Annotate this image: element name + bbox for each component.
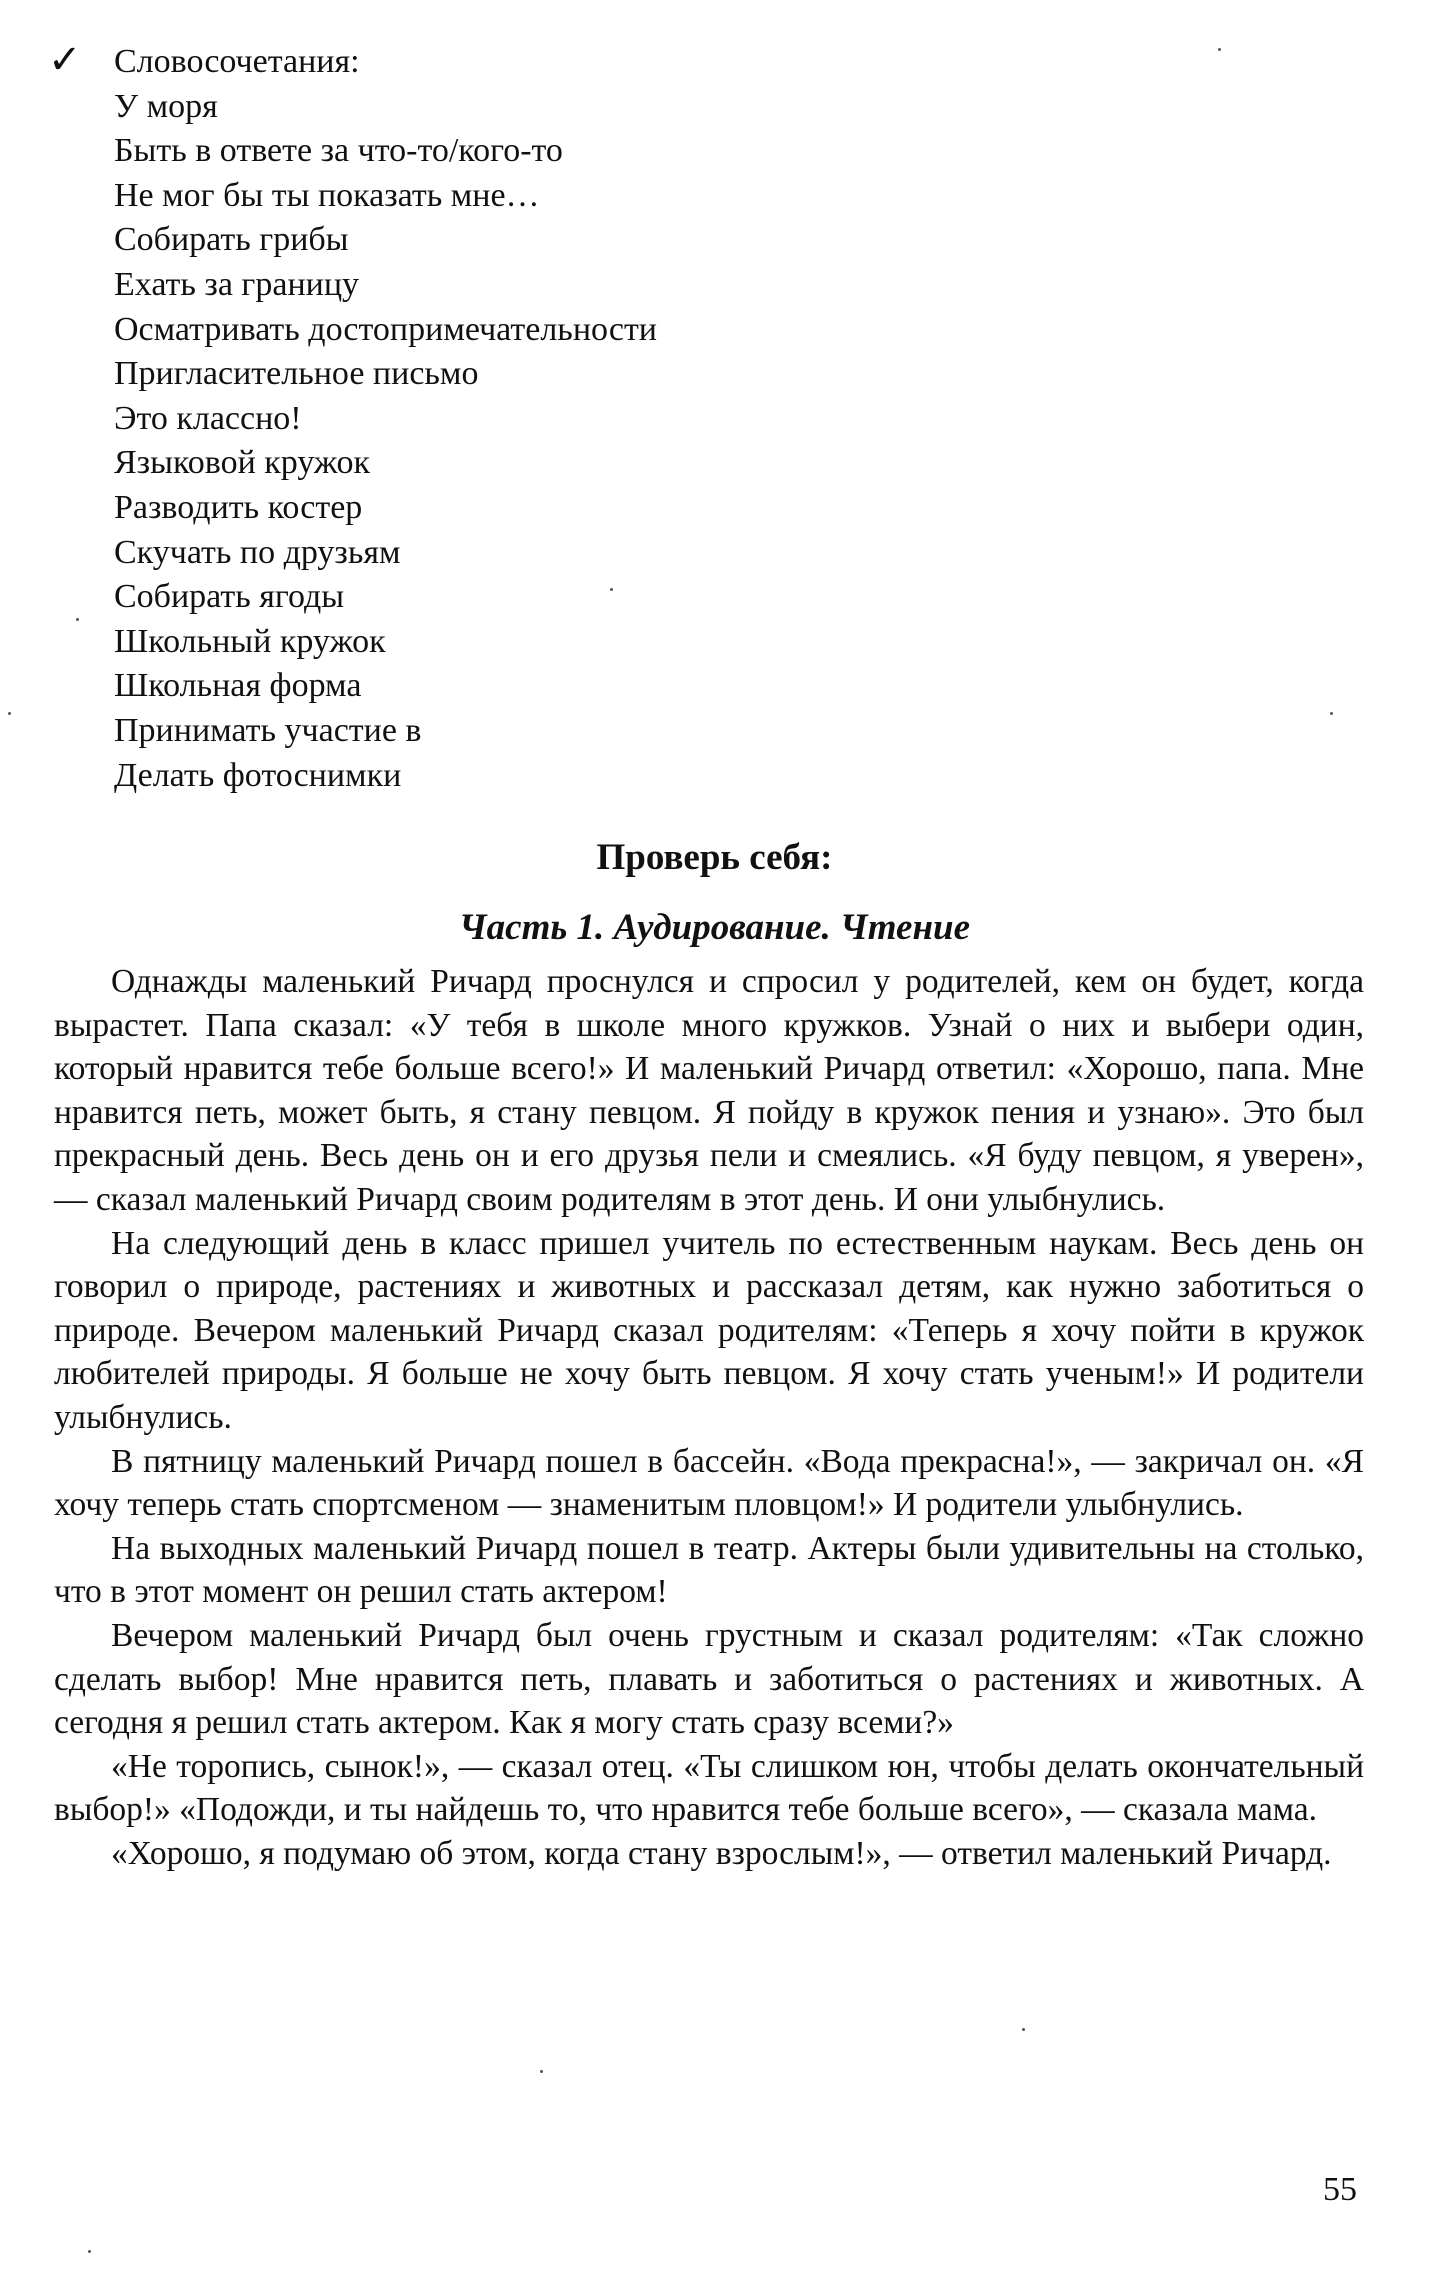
vocabulary-item: Осматривать достопримечательности [114, 310, 658, 348]
story-paragraph: «Не торопись, сынок!», — сказал отец. «Ты слишком юн, чтобы делать окончательный выбор!» «Подожди, и ты найдешь то, что нравится тебе больше всего», — сказала мама. [54, 1747, 1364, 1829]
scan-speck [8, 712, 11, 715]
part-title: Часть 1. Аудирование. Чтение [459, 907, 970, 948]
vocabulary-item: Собирать ягоды [114, 578, 345, 616]
story-paragraph: На следующий день в класс пришел учитель по естественным наукам. Весь день он говорил о природе, растениях и животных и рассказал детям, как нужно заботиться о природе. Вечером маленький Ричард сказал родителям: «Теперь я хочу пойти в кружок любителей природы. Я больше не хочу быть певцом. Я хочу стать ученым!» И родители улыбнулись. [54, 1224, 1364, 1436]
section-title: Проверь себя: [596, 837, 833, 878]
story-paragraph: В пятницу маленький Ричард пошел в бассейн. «Вода прекрасна!», — закричал он. «Я хочу теперь стать спортсменом — знаменитым пловцом!» И родители улыбнулись. [54, 1442, 1364, 1524]
page-number: 55 [1323, 2171, 1357, 2208]
vocabulary-item: Школьный кружок [114, 622, 386, 660]
checkmark-icon: ✓ [48, 37, 82, 83]
vocabulary-item: Языковой кружок [114, 444, 371, 482]
vocabulary-item: Быть в ответе за что-то/кого-то [114, 132, 563, 170]
scan-speck [76, 618, 79, 621]
vocabulary-block [114, 40, 1014, 798]
vocabulary-item: У моря [114, 87, 218, 125]
vocabulary-item: Пригласительное письмо [114, 355, 479, 393]
vocabulary-heading: Словосочетания: [114, 43, 360, 80]
scan-speck [88, 2250, 91, 2253]
vocabulary-item: Принимать участие в [114, 711, 422, 749]
vocabulary-item: Ехать за границу [114, 265, 360, 303]
reading-text [54, 960, 1364, 1875]
scan-speck [1218, 48, 1221, 51]
story-paragraph: «Хорошо, я подумаю об этом, когда стану взрослым!», — ответил маленький Ричард. [111, 1834, 1332, 1872]
vocabulary-item: Это классно! [114, 399, 302, 437]
vocabulary-item: Скучать по друзьям [114, 533, 401, 571]
vocabulary-list [114, 85, 1014, 799]
scan-speck [1022, 2028, 1025, 2031]
scan-speck [540, 2070, 543, 2073]
story-paragraph: Вечером маленький Ричард был очень грустным и сказал родителям: «Так сложно сделать выбор! Мне нравится петь, плавать и заботиться о растениях и животных. А сегодня я решил стать актером. Как я могу стать сразу всеми?» [54, 1616, 1364, 1742]
story-paragraph: На выходных маленький Ричард пошел в театр. Актеры были удивительны на столько, что в этот момент он решил стать актером! [54, 1529, 1364, 1611]
scan-speck [1330, 712, 1333, 715]
vocabulary-item: Не мог бы ты показать мне… [114, 176, 540, 214]
vocabulary-item: Школьная форма [114, 667, 362, 705]
vocabulary-item: Собирать грибы [114, 221, 349, 259]
story-paragraph: Однажды маленький Ричард проснулся и спросил у родителей, кем он будет, когда вырастет. Папа сказал: «У тебя в школе много кружков. Узнай о них и выбери один, который нравится тебе больше всего!» И маленький Ричард ответил: «Хорошо, папа. Мне нравится петь, может быть, я стану певцом. Я пойду в кружок пения и узнаю». Это был прекрасный день. Весь день он и его друзья пели и смеялись. «Я буду певцом, я уверен», — сказал маленький Ричард своим родителям в этот день. И они улыбнулись. [54, 963, 1364, 1218]
vocabulary-item: Делать фотоснимки [114, 756, 402, 794]
vocabulary-item: Разводить костер [114, 488, 363, 526]
scan-speck [610, 588, 613, 591]
